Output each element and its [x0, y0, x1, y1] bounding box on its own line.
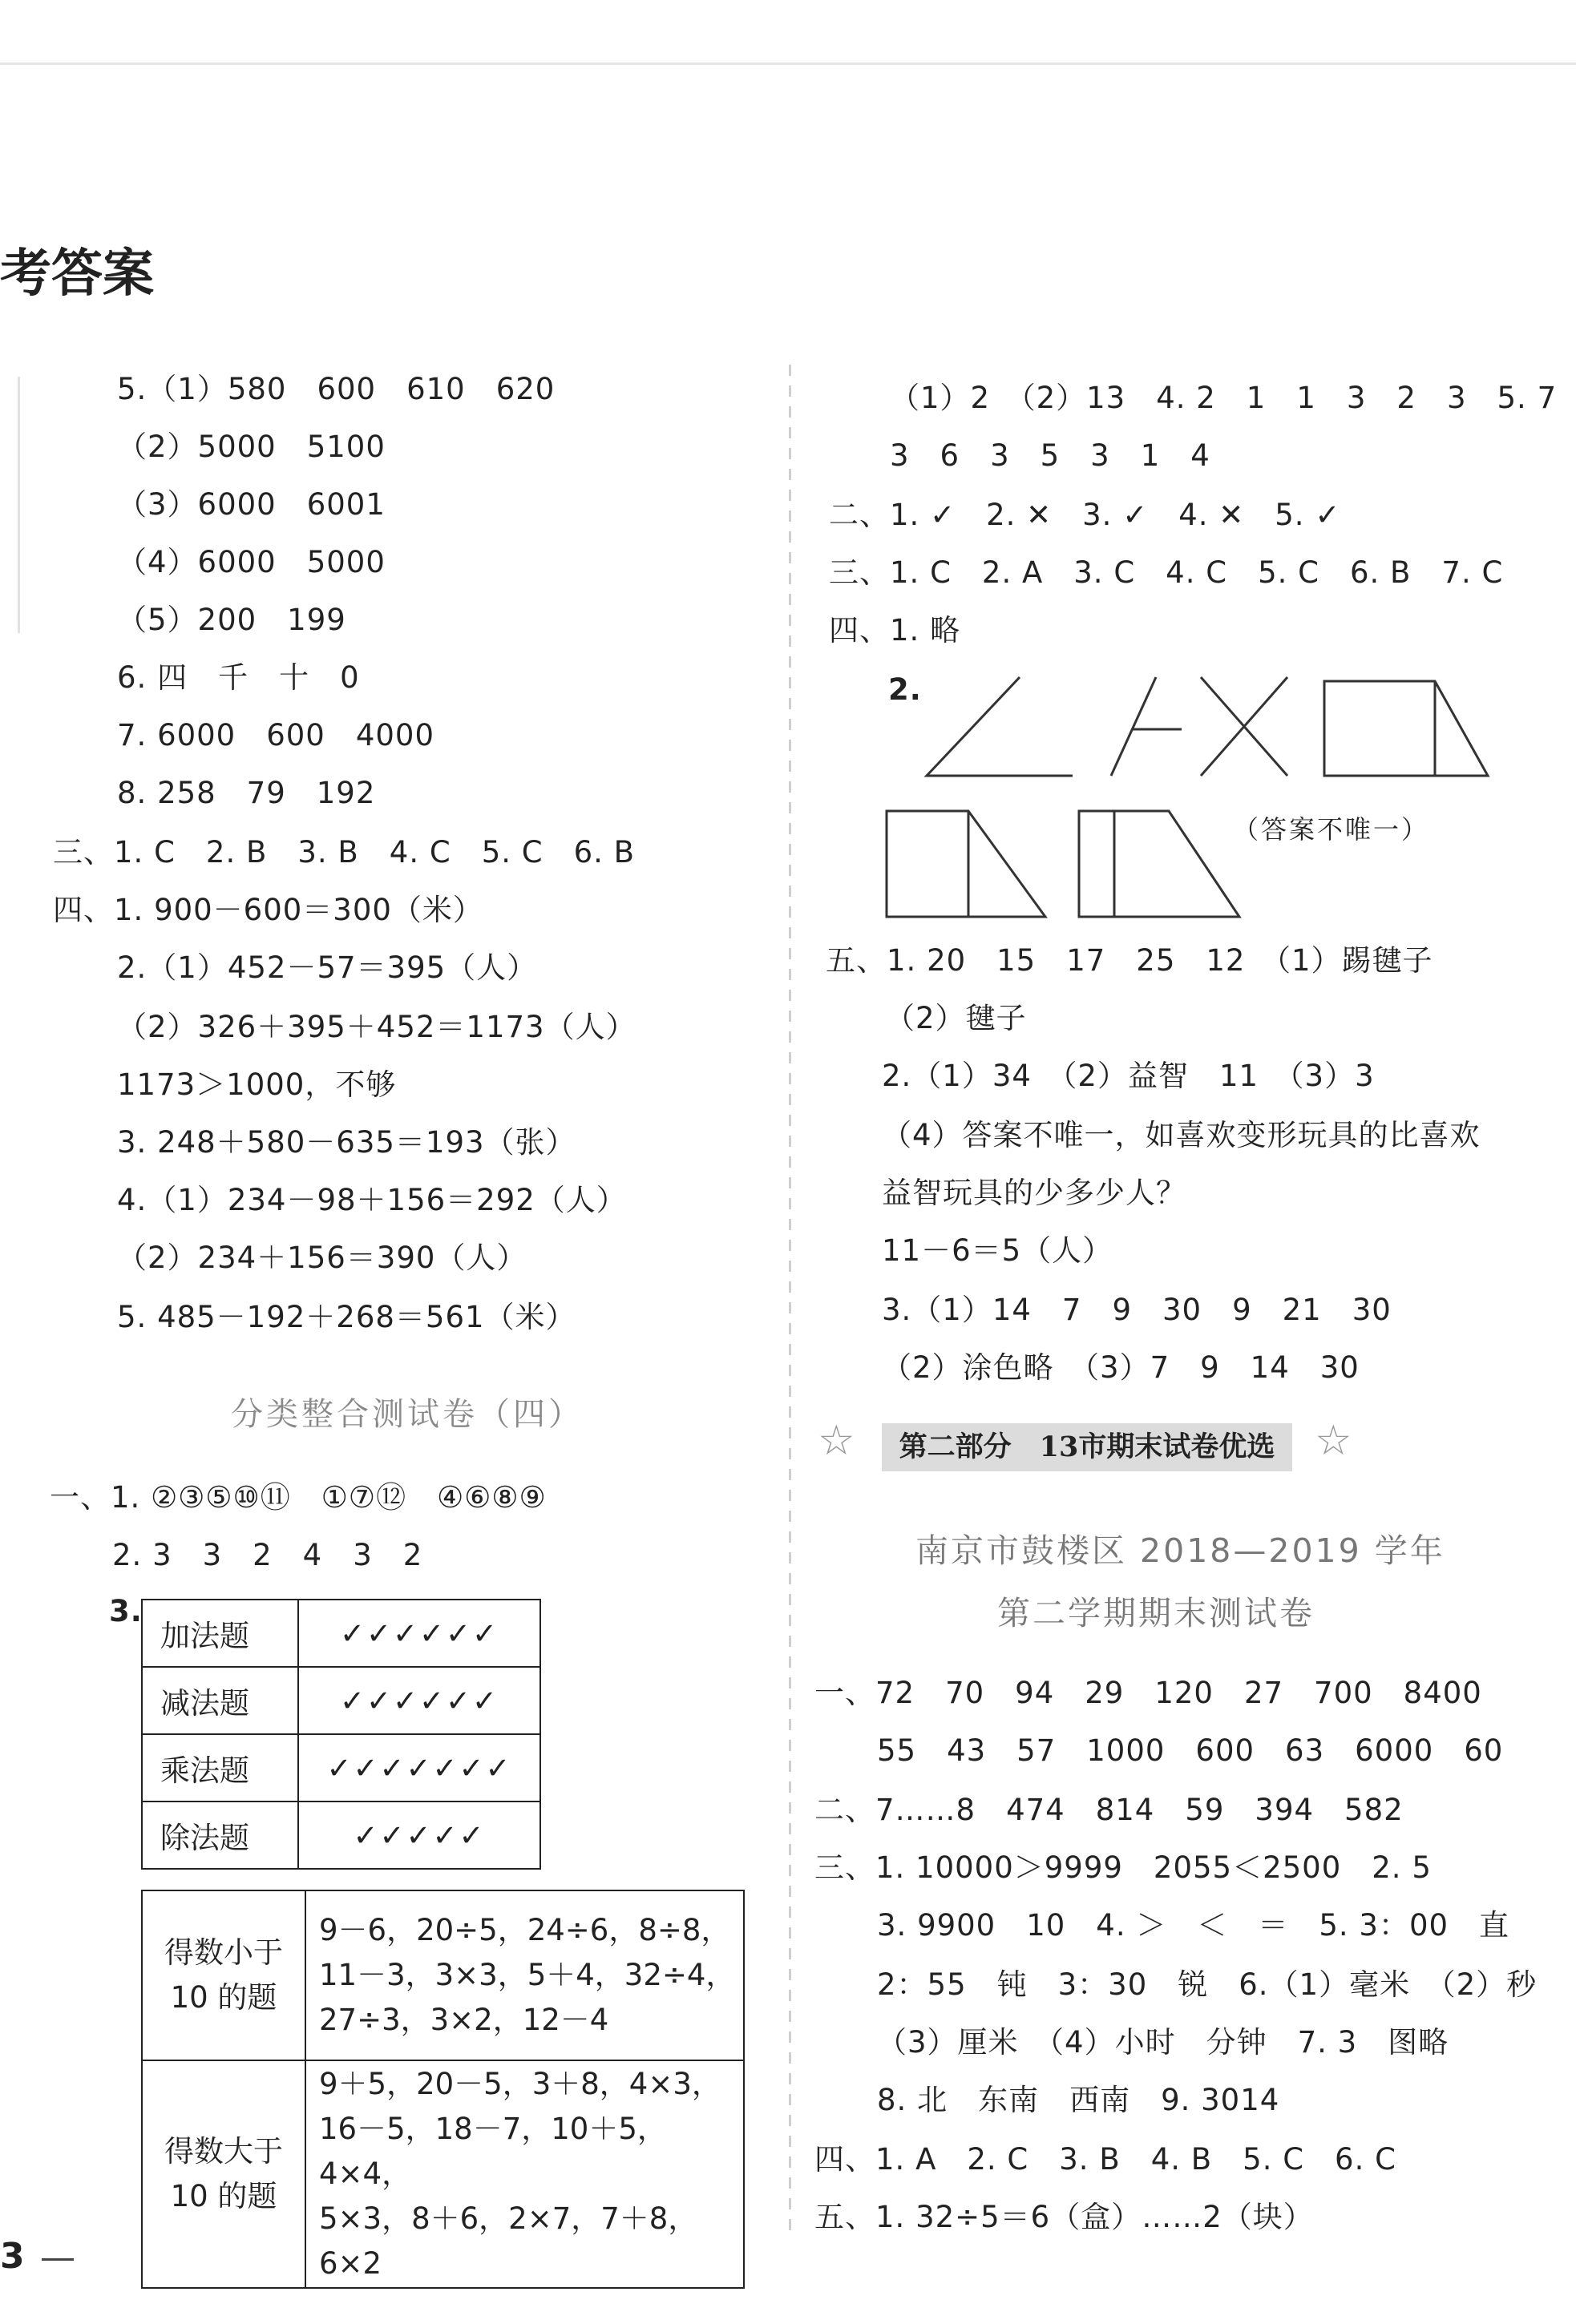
angle-figure	[927, 677, 1073, 776]
page-number-dash	[42, 2258, 74, 2261]
cell-value-line: 5×3，8＋6，2×7，7＋8，6×2	[319, 2201, 698, 2281]
geometry-answer-figures	[874, 665, 1515, 930]
answer-line: 2.	[888, 672, 922, 707]
answer-line: 四、1. A 2. C 3. B 4. B 5. C 6. C	[814, 2142, 1396, 2177]
answer-line: 三、1. C 2. B 3. B 4. C 5. C 6. B	[53, 835, 636, 869]
table-cell-label: 除法题	[142, 1802, 298, 1869]
trapezoid-figure	[1324, 681, 1488, 776]
table-cell-label: 乘法题	[142, 1734, 298, 1802]
answer-line: （1）2 （2）13 4. 2 1 1 3 2 3 5. 7	[890, 381, 1558, 415]
answer-line: （2）5000 5100	[117, 430, 386, 464]
answer-line: 4.（1）234－98＋156＝292（人）	[117, 1183, 627, 1217]
intersect-figure-line	[1111, 677, 1156, 776]
table-row	[142, 1734, 540, 1802]
answer-line: （3）厘米 （4）小时 分钟 7. 3 图略	[877, 2025, 1449, 2060]
answer-line: 益智玩具的少多少人？	[882, 1176, 1186, 1210]
star-icon: ☆	[818, 1417, 855, 1465]
answer-line: 一、72 70 94 29 120 27 700 8400	[814, 1676, 1482, 1710]
cell-value-line: 16－5，18－7，10＋5，4×4，	[319, 2112, 667, 2191]
section-title: 分类整合测试卷（四）	[231, 1396, 584, 1433]
answer-line: 3 6 3 5 3 1 4	[890, 438, 1210, 473]
answer-line: 2：55 钝 3：30 锐 6.（1）毫米 （2）秒	[877, 1967, 1538, 2002]
cell-label-line: 10 的题	[170, 2179, 277, 2213]
trapezoid-figure	[1079, 811, 1239, 917]
answer-line: 8. 258 79 192	[117, 776, 376, 810]
cell-value-line: 9－6，20÷5，24÷6，8÷8，	[319, 1913, 731, 1947]
table-cell-tally: ✓✓✓✓✓	[298, 1802, 540, 1869]
classification-table	[141, 1890, 745, 2289]
table-row	[142, 2060, 744, 2288]
answer-line: 2.（1）452－57＝395（人）	[117, 950, 538, 985]
answer-line: 三、1. C 2. A 3. C 4. C 5. C 6. B 7. C	[829, 555, 1504, 590]
table-cell-label	[142, 1890, 305, 2060]
answer-line: 55 43 57 1000 600 63 6000 60	[877, 1733, 1504, 1768]
page-number: 3	[0, 2236, 25, 2277]
table-cell-label: 加法题	[142, 1600, 298, 1667]
table-row	[142, 1802, 540, 1869]
answer-line: （2）涂色略 （3）7 9 14 30	[882, 1350, 1360, 1385]
column-divider	[789, 365, 791, 2240]
table-cell-value	[305, 1890, 744, 2060]
answer-line: 3. 248＋580－635＝193（张）	[117, 1125, 576, 1160]
answer-line: 5.（1）580 600 610 620	[117, 372, 556, 406]
table-cell-value	[305, 2060, 744, 2288]
answer-line: （5）200 199	[117, 603, 346, 637]
table-row	[142, 1667, 540, 1734]
table-cell-tally: ✓✓✓✓✓✓	[298, 1600, 540, 1667]
cell-value-line: 9＋5，20－5，3＋8，4×3，	[319, 2067, 721, 2101]
answer-line: 2.（1）34 （2）益智 11 （3）3	[882, 1059, 1375, 1093]
cell-label-line: 得数大于	[164, 2134, 283, 2169]
answer-line: 2. 3 3 2 4 3 2	[112, 1538, 423, 1572]
answer-line: 11－6＝5（人）	[882, 1233, 1113, 1268]
answer-line: （4）6000 5000	[117, 545, 386, 579]
answer-line: 8. 北 东南 西南 9. 3014	[877, 2083, 1280, 2117]
answer-line: （2）毽子	[885, 1001, 1027, 1035]
cell-value-line: 27÷3，3×2，12－4	[319, 2003, 609, 2037]
answer-line: 二、7……8 474 814 59 394 582	[814, 1793, 1404, 1827]
cell-label-line: 10 的题	[170, 1980, 277, 2015]
answer-line: 1173＞1000，不够	[117, 1067, 397, 1102]
left-margin-bar	[18, 377, 20, 633]
table-cell-tally: ✓✓✓✓✓✓	[298, 1667, 540, 1734]
table-cell-label	[142, 2060, 305, 2288]
answer-line: 二、1. ✓ 2. ✕ 3. ✓ 4. ✕ 5. ✓	[829, 498, 1341, 532]
answer-line: 3. 9900 10 4. ＞ ＜ ＝ 5. 3：00 直	[877, 1908, 1510, 1943]
exam-subtitle: 第二学期期末测试卷	[997, 1594, 1315, 1632]
answer-line: 四、1. 略	[829, 613, 961, 648]
star-icon: ☆	[1315, 1417, 1352, 1465]
answer-line: 四、1. 900－600＝300（米）	[53, 893, 483, 927]
table-row	[142, 1890, 744, 2060]
answer-line: 7. 6000 600 4000	[117, 718, 435, 752]
exam-title: 南京市鼓楼区 2018—2019 学年	[915, 1531, 1445, 1570]
answer-line: 5. 485－192＋268＝561（米）	[117, 1300, 576, 1334]
table-cell-label: 减法题	[142, 1667, 298, 1734]
answer-line: 五、1. 20 15 17 25 12 （1）踢毽子	[826, 943, 1433, 978]
answer-line: （3）6000 6001	[117, 487, 386, 522]
answer-line: （2）234＋156＝390（人）	[117, 1241, 527, 1275]
page-header-title: 考答案	[0, 244, 154, 304]
figure-note: （答案不唯一）	[1233, 814, 1430, 845]
answer-line: 6. 四 千 十 0	[117, 660, 360, 695]
table-row	[142, 1600, 540, 1667]
table-cell-tally: ✓✓✓✓✓✓✓	[298, 1734, 540, 1802]
top-rule	[0, 63, 1576, 65]
question-number: 3.	[109, 1594, 143, 1628]
trapezoid-figure	[887, 811, 1045, 917]
cell-value-line: 11－3，3×3，5＋4，32÷4，	[319, 1958, 736, 1992]
answer-line: 一、1. ②③⑤⑩⑪ ①⑦⑫ ④⑥⑧⑨	[50, 1480, 547, 1515]
cell-label-line: 得数小于	[164, 1935, 283, 1970]
answer-line: （4）答案不唯一，如喜欢变形玩具的比喜欢	[882, 1118, 1481, 1152]
tally-table	[141, 1599, 541, 1870]
answer-line: 3.（1）14 7 9 30 9 21 30	[882, 1293, 1392, 1327]
answer-line: （2）326＋395＋452＝1173（人）	[117, 1010, 636, 1044]
answer-line: 三、1. 10000＞9999 2055＜2500 2. 5	[814, 1850, 1432, 1885]
part-banner: 第二部分 13市期末试卷优选	[882, 1423, 1292, 1471]
answer-line: 五、1. 32÷5＝6（盒）……2（块）	[814, 2200, 1314, 2234]
